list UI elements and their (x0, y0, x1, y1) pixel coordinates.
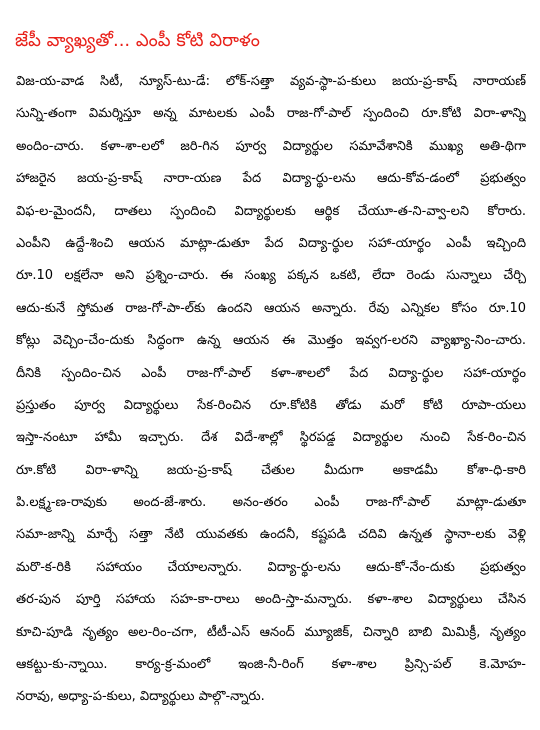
article-line: పి.ల‌క్ష్మ-ణ-రావుకు అంద-జే-శారు. అనం-తరం ఎంపీ రాజ-గో-పాల్ మాట్లా-డుతూ (16, 495, 526, 511)
article-line: రూ.కోటి విరా-ళాన్ని జయ-ప్ర-కాష్ చేతుల మీదుగా అకాడమీ కోశా-ధి-కారి (16, 462, 526, 478)
article-line: ఎంపీని ఉద్దే-శించి ఆయన మాట్లా-డుతూ పేద విద్యా-ర్థుల స‌హా-యా‌ర్థం ఎంపీ ఇచ్చింది (16, 235, 526, 251)
article-line: ప్రస్తుతం పూర్వ విద్యా‌ర్థులు సేక-రించిన రూ.కోటికి తోడు మరో కోటి రూపా-యలు (16, 397, 526, 413)
article-line: దీనికి స్పందిం-చిన ఎంపీ రాజ-గో-పాల్ కళా-శాలలో పేద విద్యా-ర్థుల స‌హా-యా‌ర్థం (16, 365, 526, 381)
article-line: ఆదు-కునే స్తోమత రాజ-గో-పా-ల్‌కు ఉందని ఆయన అన్నారు. రేవు ఎన్నికల కోసం రూ.10 (16, 300, 526, 316)
article-line: తర-పున పూర్తి సహాయ సహ-కా-రాలు అంది-స్తా-మన్నారు. కళా-శాల విద్యా‌ర్థులు చేసిన (16, 592, 526, 608)
article-line: హాజ‌రైన జయ-ప్ర-కాష్ నారా-య‌ణ పేద విద్యా-ర్థు-లను ఆదు-కోవ-డంలో ప్రభుత్వం (16, 171, 526, 187)
article-line: విజ-య-వాడ సిటీ, న్యూస్-టు-డే: లోక్-స‌త్తా వ్యవ‌-స్థా-ప‌-కులు జయ-ప్ర-కాష్ నారాయ‌ణ్ (16, 74, 526, 89)
article-line: విఫ-ల-మైందనీ, దాతలు స్పందించి విద్యార్థులకు ఆర్థిక చేయూ-త-ని-వ్వా-లని కోరారు. (16, 203, 526, 219)
article-line: న‌రావు, అధ్యా-ప-కులు, విద్యా‌ర్థులు పాల్గొ-న్నారు. (16, 689, 265, 705)
article-line: ఆక‌ట్టు-కు-న్నాయి. కార్య-క్ర-మంలో ఇంజి-నీ-రింగ్ కళా-శాల ప్రిన్సి-పల్ కె.మోహ‌- (16, 657, 526, 673)
article-line: మరొ-క-రికి సహాయం చేయాలన్నారు. విద్యా-ర్థు-లను ఆదు-కో-నేం-దుకు ప్రభుత్వం (16, 559, 526, 575)
article-headline: జేపీ వ్యాఖ్యతో... ఎంపీ కోటి విరాళం (15, 30, 260, 51)
article-line: కూచి-పూడి నృత్యం అల-రిం-చగా, టీటీ-ఎస్ ఆనంద్ మ్యూజిక్, చిన్నారి బాబి మిమిక్రీ, నృత్యం (16, 624, 526, 640)
article-line: రూ.10 లక్షలేనా అని ప్రశ్నిం-చారు. ఈ సంఖ్య పక్కన ఒకటి, లేదా రెండు సున్నాలు చేర్చి (16, 268, 526, 284)
article-line: సమా-జాన్ని మార్చే సత్తా నేటి యువతకు ఉందనీ, కష్టపడి చదివి ఉన్నత స్థానా-లకు వెళ్లి (16, 527, 526, 543)
article-line: సున్ని-తంగా విమ‌ర్శి‌స్తూ అన్న మాట‌ల‌కు ఎంపీ రాజ‌-గో-పాల్ స్పందించి రూ.కోటి విరా-ళాన్ని (16, 106, 526, 122)
article-line: కోట్లు వెచ్చిం-చేం-దుకు సిద్ధంగా ఉన్న ఆయన ఈ మొత్తం ఇవ్వగ-లరని వ్యాఖ్యా-నిం-చారు. (16, 333, 526, 349)
article-body (16, 66, 526, 714)
article-line: అందిం-చారు. కళా-శా-ల‌లో జ‌రి-గిన పూర్వ విద్యా‌ర్థుల సమావేశానికి ముఖ్య అతి-థిగా (16, 138, 526, 154)
article-line: ఇస్తా-నంటూ హామీ ఇచ్చారు. దేశ విదే-శాల్లో స్థిర‌పడ్డ విద్యార్థుల నుంచి సేక-రిం-చిన (16, 430, 526, 446)
